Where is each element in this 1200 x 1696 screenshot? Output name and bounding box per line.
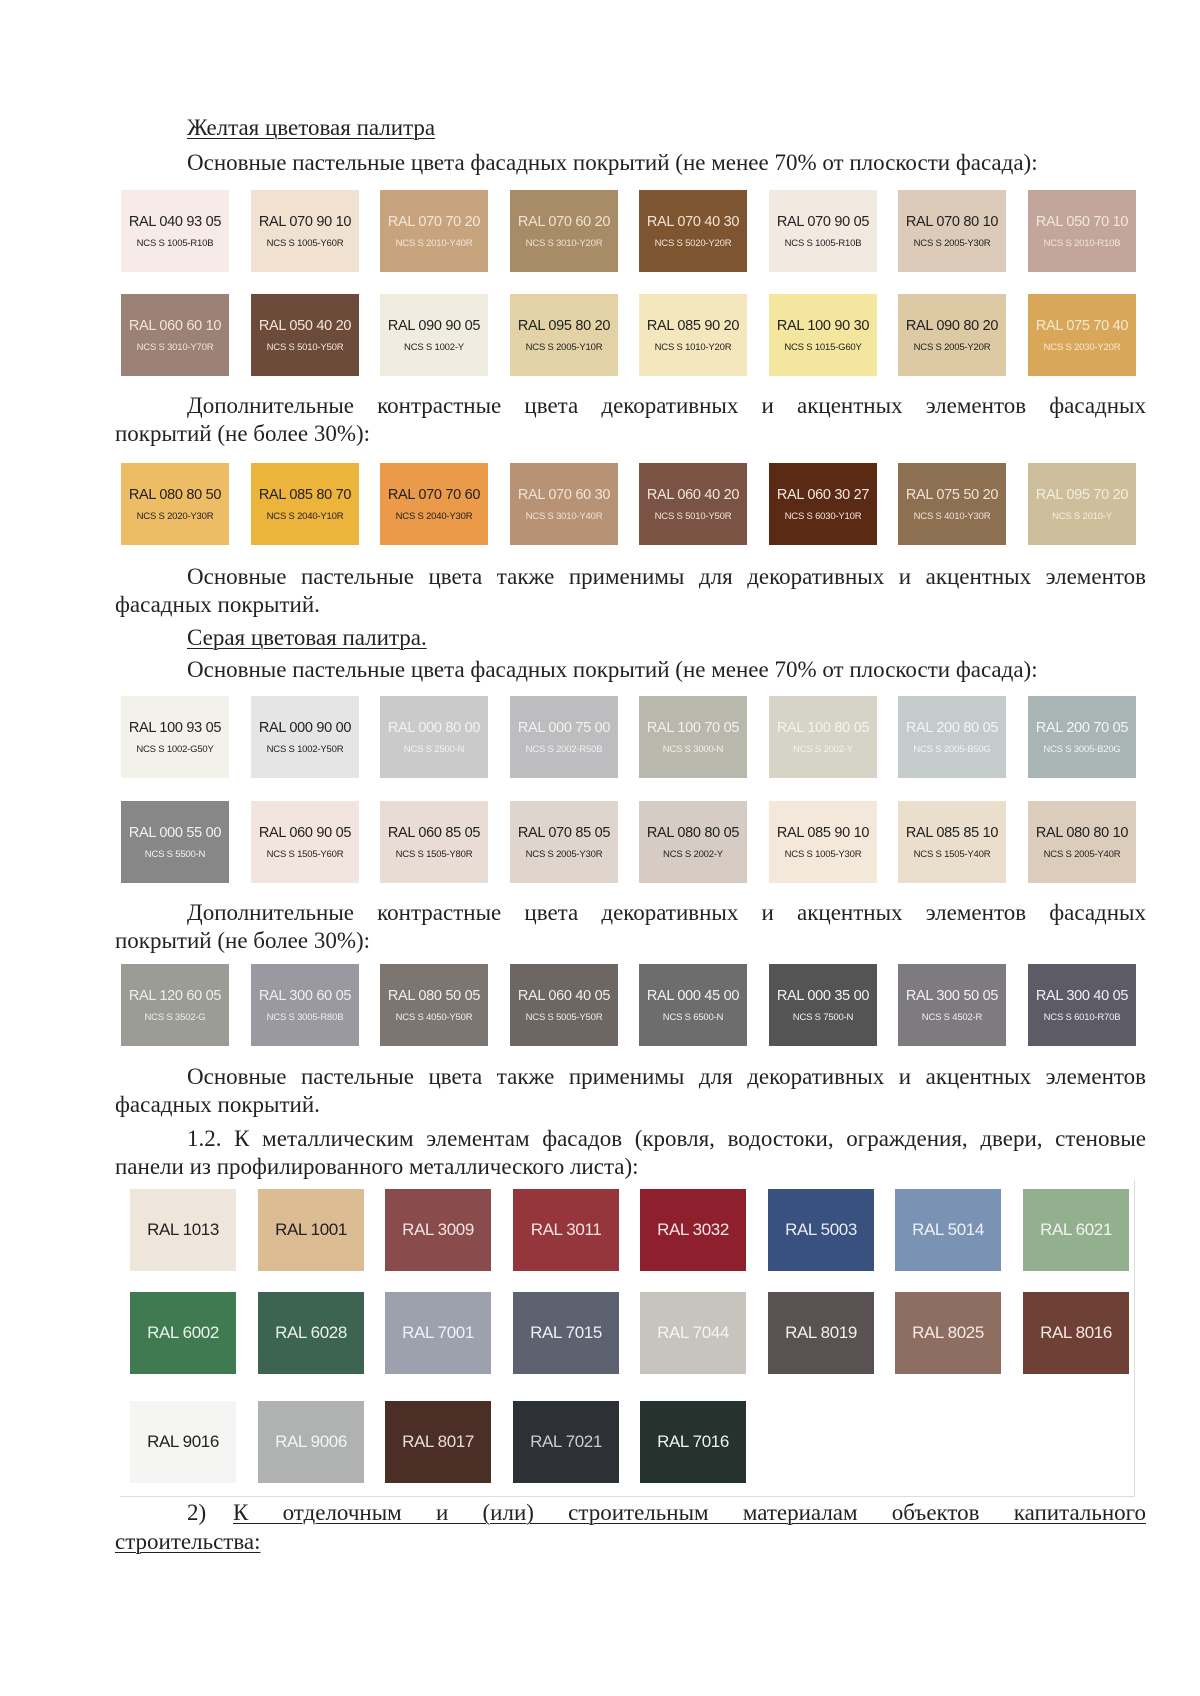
- metal-color-swatch: RAL 3032: [640, 1189, 746, 1271]
- color-swatch: [639, 964, 747, 1046]
- ral-code: RAL 090 80 20: [905, 317, 999, 334]
- color-swatch: [639, 294, 747, 376]
- ral-code: RAL 060 60 10: [128, 317, 222, 334]
- color-swatch: [510, 964, 618, 1046]
- ral-code: RAL 000 55 00: [128, 824, 222, 841]
- ncs-code: NCS S 1505-Y40R: [913, 848, 991, 860]
- yellow-extra-caption-line-2: покрытий (не более 30%):: [115, 421, 371, 446]
- color-swatch: [898, 964, 1006, 1046]
- ncs-code: NCS S 2500-N: [403, 743, 465, 755]
- ncs-code: NCS S 1015-G60Y: [784, 341, 862, 353]
- ral-code: RAL 060 40 20: [646, 486, 740, 503]
- color-swatch: [380, 190, 488, 272]
- ncs-code: NCS S 5005-Y50R: [525, 1011, 603, 1023]
- ral-code: RAL 040 93 05: [128, 213, 222, 230]
- color-swatch: [121, 696, 229, 778]
- grey-note-line-1: Основные пастельные цвета также применимы для декоративных и акцентных элементов: [187, 1064, 1146, 1089]
- ral-code: RAL 080 50 05: [387, 987, 481, 1004]
- color-swatch: [1028, 696, 1136, 778]
- grey-extra-caption-line-2: покрытий (не более 30%):: [115, 928, 371, 953]
- ncs-code: NCS S 6030-Y10R: [784, 510, 862, 522]
- metal-color-swatch: RAL 9006: [258, 1401, 364, 1483]
- ral-code: RAL 090 90 05: [387, 317, 481, 334]
- ral-code: RAL 070 90 10: [258, 213, 352, 230]
- ral-code: RAL 060 30 27: [776, 486, 870, 503]
- ncs-code: NCS S 2010-Y: [1052, 510, 1112, 522]
- ral-code: RAL 300 50 05: [905, 987, 999, 1004]
- ral-code: RAL 200 80 05: [905, 719, 999, 736]
- ncs-code: NCS S 2002-Y: [663, 848, 723, 860]
- ral-code: RAL 085 90 10: [776, 824, 870, 841]
- color-swatch: [251, 964, 359, 1046]
- color-swatch: [251, 294, 359, 376]
- color-swatch: [1028, 463, 1136, 545]
- color-swatch: [510, 463, 618, 545]
- ral-code: RAL 085 90 20: [646, 317, 740, 334]
- metal-swatch-panel: [120, 1180, 1135, 1497]
- item-2-line-2: строительства:: [115, 1529, 261, 1554]
- ral-code: RAL 080 80 50: [128, 486, 222, 503]
- metal-color-swatch: RAL 8017: [385, 1401, 491, 1483]
- metal-caption-line-2: панели из профилированного металлического листа):: [115, 1154, 639, 1179]
- ncs-code: NCS S 2005-Y10R: [525, 341, 603, 353]
- color-swatch: [380, 696, 488, 778]
- ncs-code: NCS S 4050-Y50R: [395, 1011, 473, 1023]
- color-swatch: [121, 964, 229, 1046]
- ncs-code: NCS S 7500-N: [792, 1011, 854, 1023]
- ral-code: RAL 000 45 00: [646, 987, 740, 1004]
- metal-color-swatch: RAL 7044: [640, 1292, 746, 1374]
- color-swatch: [769, 190, 877, 272]
- ncs-code: NCS S 1002-G50Y: [136, 743, 214, 755]
- metal-color-swatch: RAL 3009: [385, 1189, 491, 1271]
- ncs-code: NCS S 3005-R80B: [266, 1011, 344, 1023]
- ral-code: RAL 075 50 20: [905, 486, 999, 503]
- grey-note-line-2: фасадных покрытий.: [115, 1092, 320, 1117]
- ral-code: RAL 085 85 10: [905, 824, 999, 841]
- ncs-code: NCS S 2005-Y30R: [913, 237, 991, 249]
- ncs-code: NCS S 1002-Y: [404, 341, 464, 353]
- ral-code: RAL 070 85 05: [517, 824, 611, 841]
- color-swatch: [121, 463, 229, 545]
- color-swatch: [251, 696, 359, 778]
- ncs-code: NCS S 3010-Y20R: [525, 237, 603, 249]
- ral-code: RAL 095 70 20: [1035, 486, 1129, 503]
- metal-color-swatch: RAL 7021: [513, 1401, 619, 1483]
- ral-code: RAL 095 80 20: [517, 317, 611, 334]
- color-swatch: [121, 190, 229, 272]
- color-swatch: [639, 696, 747, 778]
- color-swatch: [1028, 801, 1136, 883]
- color-swatch: [898, 696, 1006, 778]
- ral-code: RAL 000 75 00: [517, 719, 611, 736]
- ncs-code: NCS S 2030-Y20R: [1043, 341, 1121, 353]
- ral-code: RAL 070 80 10: [905, 213, 999, 230]
- grey-main-caption: Основные пастельные цвета фасадных покрытий (не менее 70% от плоскости фасада):: [187, 657, 1038, 682]
- color-swatch: [1028, 964, 1136, 1046]
- ral-code: RAL 080 80 10: [1035, 824, 1129, 841]
- ral-code: RAL 060 90 05: [258, 824, 352, 841]
- item-2-number: 2): [187, 1500, 207, 1525]
- ral-code: RAL 300 60 05: [258, 987, 352, 1004]
- yellow-palette-heading: Желтая цветовая палитра: [187, 115, 436, 140]
- ncs-code: NCS S 2005-B50G: [913, 743, 991, 755]
- color-swatch: [510, 190, 618, 272]
- ncs-code: NCS S 2020-Y30R: [136, 510, 214, 522]
- color-swatch: [1028, 190, 1136, 272]
- ncs-code: NCS S 6010-R70B: [1043, 1011, 1121, 1023]
- ncs-code: NCS S 1505-Y60R: [266, 848, 344, 860]
- ral-code: RAL 060 85 05: [387, 824, 481, 841]
- metal-color-swatch: RAL 5014: [895, 1189, 1001, 1271]
- color-swatch: [769, 801, 877, 883]
- ral-code: RAL 000 90 00: [258, 719, 352, 736]
- ral-code: RAL 070 60 20: [517, 213, 611, 230]
- ncs-code: NCS S 3005-B20G: [1043, 743, 1121, 755]
- color-swatch: [380, 964, 488, 1046]
- ncs-code: NCS S 4010-Y30R: [913, 510, 991, 522]
- metal-color-swatch: RAL 5003: [768, 1189, 874, 1271]
- ncs-code: NCS S 1002-Y50R: [266, 743, 344, 755]
- grey-extra-caption-line-1: Дополнительные контрастные цвета декоративных и акцентных элементов фасадных: [187, 900, 1146, 925]
- ral-code: RAL 100 70 05: [646, 719, 740, 736]
- yellow-note-line-2: фасадных покрытий.: [115, 592, 320, 617]
- ncs-code: NCS S 4502-R: [921, 1011, 983, 1023]
- ncs-code: NCS S 5010-Y50R: [654, 510, 732, 522]
- ral-code: RAL 080 80 05: [646, 824, 740, 841]
- ncs-code: NCS S 3000-N: [662, 743, 724, 755]
- ncs-code: NCS S 2005-Y40R: [1043, 848, 1121, 860]
- ncs-code: NCS S 2010-R10B: [1043, 237, 1121, 249]
- color-swatch: [898, 801, 1006, 883]
- ncs-code: NCS S 2010-Y40R: [395, 237, 473, 249]
- metal-color-swatch: RAL 7016: [640, 1401, 746, 1483]
- color-swatch: [380, 294, 488, 376]
- grey-palette-heading: Серая цветовая палитра.: [187, 625, 427, 650]
- color-swatch: [769, 696, 877, 778]
- yellow-note-line-1: Основные пастельные цвета также применимы для декоративных и акцентных элементов: [187, 564, 1146, 589]
- ncs-code: NCS S 2002-Y: [793, 743, 853, 755]
- metal-color-swatch: RAL 6028: [258, 1292, 364, 1374]
- ral-code: RAL 070 60 30: [517, 486, 611, 503]
- color-swatch: [510, 801, 618, 883]
- metal-color-swatch: RAL 6002: [130, 1292, 236, 1374]
- ncs-code: NCS S 5500-N: [144, 848, 206, 860]
- metal-color-swatch: RAL 6021: [1023, 1189, 1129, 1271]
- color-swatch: [898, 294, 1006, 376]
- color-swatch: [251, 463, 359, 545]
- color-swatch: [639, 190, 747, 272]
- ncs-code: NCS S 5020-Y20R: [654, 237, 732, 249]
- ral-code: RAL 070 40 30: [646, 213, 740, 230]
- metal-color-swatch: RAL 9016: [130, 1401, 236, 1483]
- yellow-extra-caption-line-1: Дополнительные контрастные цвета декоративных и акцентных элементов фасадных: [187, 393, 1146, 418]
- ral-code: RAL 100 93 05: [128, 719, 222, 736]
- ncs-code: NCS S 3502-G: [144, 1011, 206, 1023]
- ncs-code: NCS S 1005-R10B: [784, 237, 862, 249]
- metal-color-swatch: RAL 8025: [895, 1292, 1001, 1374]
- ncs-code: NCS S 2005-Y20R: [913, 341, 991, 353]
- ncs-code: NCS S 3010-Y40R: [525, 510, 603, 522]
- yellow-main-caption: Основные пастельные цвета фасадных покрытий (не менее 70% от плоскости фасада):: [187, 150, 1038, 175]
- ncs-code: NCS S 1005-R10B: [136, 237, 214, 249]
- ral-code: RAL 200 70 05: [1035, 719, 1129, 736]
- ral-code: RAL 000 80 00: [387, 719, 481, 736]
- metal-color-swatch: RAL 8016: [1023, 1292, 1129, 1374]
- metal-color-swatch: RAL 7015: [513, 1292, 619, 1374]
- ral-code: RAL 085 80 70: [258, 486, 352, 503]
- ral-code: RAL 060 40 05: [517, 987, 611, 1004]
- ncs-code: NCS S 2005-Y30R: [525, 848, 603, 860]
- ral-code: RAL 075 70 40: [1035, 317, 1129, 334]
- color-swatch: [251, 190, 359, 272]
- ncs-code: NCS S 5010-Y50R: [266, 341, 344, 353]
- color-swatch: [639, 801, 747, 883]
- ncs-code: NCS S 2040-Y30R: [395, 510, 473, 522]
- ncs-code: NCS S 1005-Y30R: [784, 848, 862, 860]
- ral-code: RAL 300 40 05: [1035, 987, 1129, 1004]
- ral-code: RAL 100 80 05: [776, 719, 870, 736]
- metal-color-swatch: RAL 1013: [130, 1189, 236, 1271]
- ral-code: RAL 050 40 20: [258, 317, 352, 334]
- item-2-line-1: К отделочным и (или) строительным материалам объектов капитального: [233, 1500, 1146, 1525]
- color-swatch: [769, 294, 877, 376]
- metal-caption-line-1: 1.2. К металлическим элементам фасадов (кровля, водостоки, ограждения, двери, стеновые: [187, 1126, 1146, 1151]
- metal-color-swatch: RAL 3011: [513, 1189, 619, 1271]
- ncs-code: NCS S 2002-R50B: [525, 743, 603, 755]
- ral-code: RAL 070 70 60: [387, 486, 481, 503]
- ral-code: RAL 070 70 20: [387, 213, 481, 230]
- metal-color-swatch: RAL 7001: [385, 1292, 491, 1374]
- ral-code: RAL 070 90 05: [776, 213, 870, 230]
- color-swatch: [769, 964, 877, 1046]
- color-swatch: [898, 190, 1006, 272]
- color-swatch: [121, 801, 229, 883]
- ncs-code: NCS S 1005-Y60R: [266, 237, 344, 249]
- color-swatch: [769, 463, 877, 545]
- color-swatch: [639, 463, 747, 545]
- metal-color-swatch: RAL 8019: [768, 1292, 874, 1374]
- color-swatch: [121, 294, 229, 376]
- ral-code: RAL 100 90 30: [776, 317, 870, 334]
- color-swatch: [380, 463, 488, 545]
- ncs-code: NCS S 2040-Y10R: [266, 510, 344, 522]
- color-swatch: [1028, 294, 1136, 376]
- ncs-code: NCS S 3010-Y70R: [136, 341, 214, 353]
- color-swatch: [380, 801, 488, 883]
- ncs-code: NCS S 6500-N: [662, 1011, 724, 1023]
- ral-code: RAL 050 70 10: [1035, 213, 1129, 230]
- color-swatch: [251, 801, 359, 883]
- color-swatch: [510, 294, 618, 376]
- color-swatch: [510, 696, 618, 778]
- metal-color-swatch: RAL 1001: [258, 1189, 364, 1271]
- ncs-code: NCS S 1505-Y80R: [395, 848, 473, 860]
- ral-code: RAL 120 60 05: [128, 987, 222, 1004]
- ral-code: RAL 000 35 00: [776, 987, 870, 1004]
- color-swatch: [898, 463, 1006, 545]
- ncs-code: NCS S 1010-Y20R: [654, 341, 732, 353]
